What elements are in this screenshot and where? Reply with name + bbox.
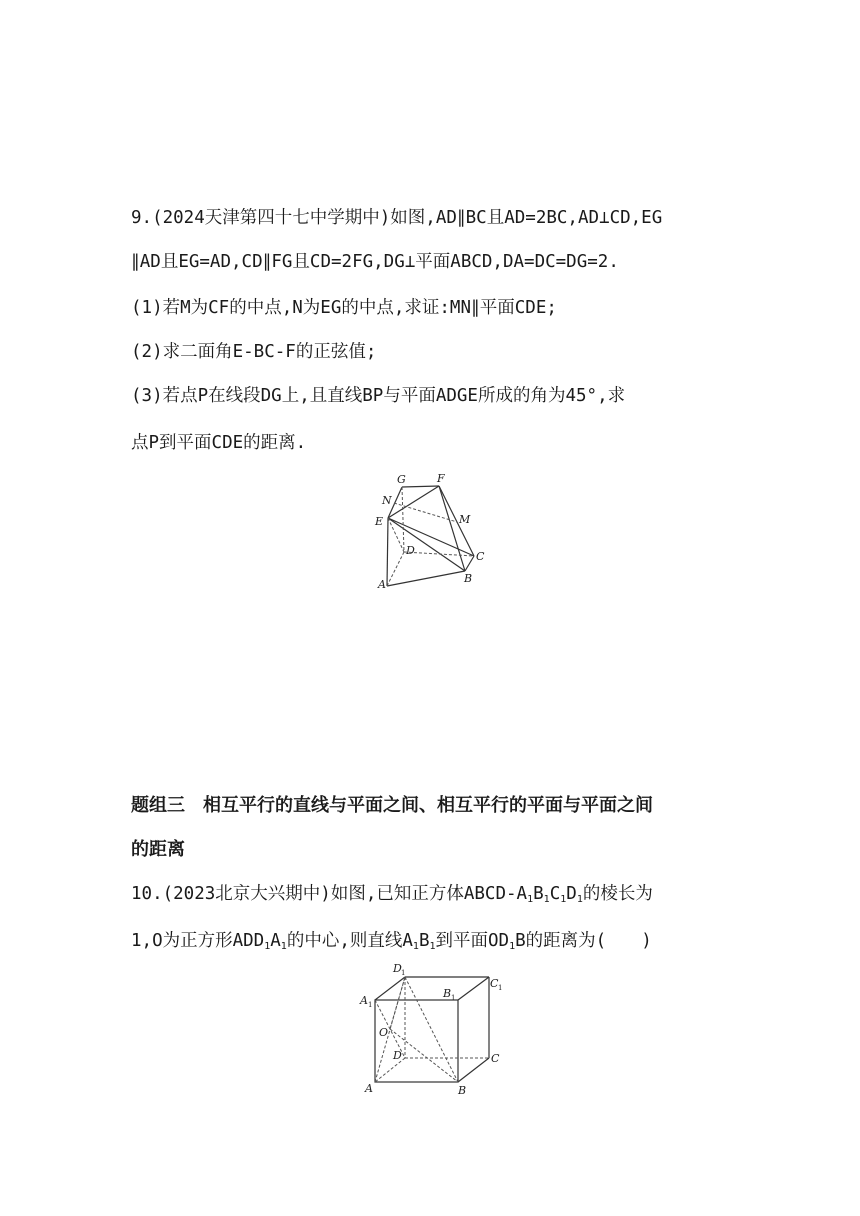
fig9-label-G: G bbox=[397, 473, 406, 486]
fig10-label-C1-sub: 1 bbox=[498, 984, 503, 992]
section-title-line-2: 的距离 bbox=[131, 839, 185, 860]
fig9-label-A: A bbox=[378, 578, 386, 591]
fig10-label-B1: B bbox=[443, 987, 452, 1000]
fig9-label-C: C bbox=[476, 550, 485, 563]
problem9-part2: (2)求二面角E-BC-F的正弦值; bbox=[131, 342, 377, 362]
problem10-line-2: 1,O为正方形ADD1A1的中心,则直线A1B1到平面OD1B的距离为( ) bbox=[131, 931, 652, 952]
fig10-label-B: B bbox=[458, 1084, 467, 1097]
problem9-figure bbox=[370, 470, 495, 595]
fig9-label-D: D bbox=[406, 544, 415, 557]
fig9-label-E: E bbox=[375, 515, 384, 528]
fig10-label-A: A bbox=[365, 1082, 373, 1095]
problem10-line-1: 10.(2023北京大兴期中)如图,已知正方体ABCD-A1B1C1D1的棱长为 bbox=[131, 884, 653, 905]
fig9-label-F: F bbox=[437, 472, 445, 485]
fig10-label-D1-sub: 1 bbox=[401, 969, 406, 977]
problem9-line-2: ∥AD且EG=AD,CD∥FG且CD=2FG,DG⊥平面ABCD,DA=DC=DG=2. bbox=[131, 252, 619, 272]
fig9-label-B: B bbox=[464, 572, 473, 585]
fig10-label-C1: C bbox=[490, 977, 499, 990]
fig10-label-O: O bbox=[379, 1026, 389, 1039]
fig10-label-C: C bbox=[491, 1052, 500, 1065]
problem9-part1: (1)若M为CF的中点,N为EG的中点,求证:MN∥平面CDE; bbox=[131, 298, 557, 318]
fig10-label-A1-sub: 1 bbox=[368, 1001, 373, 1009]
fig10-label-A1: A bbox=[360, 994, 368, 1007]
problem10-figure bbox=[355, 960, 505, 1100]
problem9-part3-line-2: 点P到平面CDE的距离. bbox=[131, 433, 307, 453]
problem9-line-1: 9.(2024天津第四十七中学期中)如图,AD∥BC且AD=2BC,AD⊥CD,EG bbox=[131, 208, 663, 228]
fig10-label-D: D bbox=[393, 1049, 402, 1062]
fig10-label-B1-sub: 1 bbox=[451, 994, 456, 1002]
fig9-label-N: N bbox=[382, 494, 392, 507]
section-title-line-1: 题组三 相互平行的直线与平面之间、相互平行的平面与平面之间 bbox=[131, 795, 653, 816]
problem9-part3-line-1: (3)若点P在线段DG上,且直线BP与平面ADGE所成的角为45°,求 bbox=[131, 386, 626, 406]
fig10-label-D1: D bbox=[393, 962, 402, 975]
fig9-label-M: M bbox=[459, 513, 471, 526]
